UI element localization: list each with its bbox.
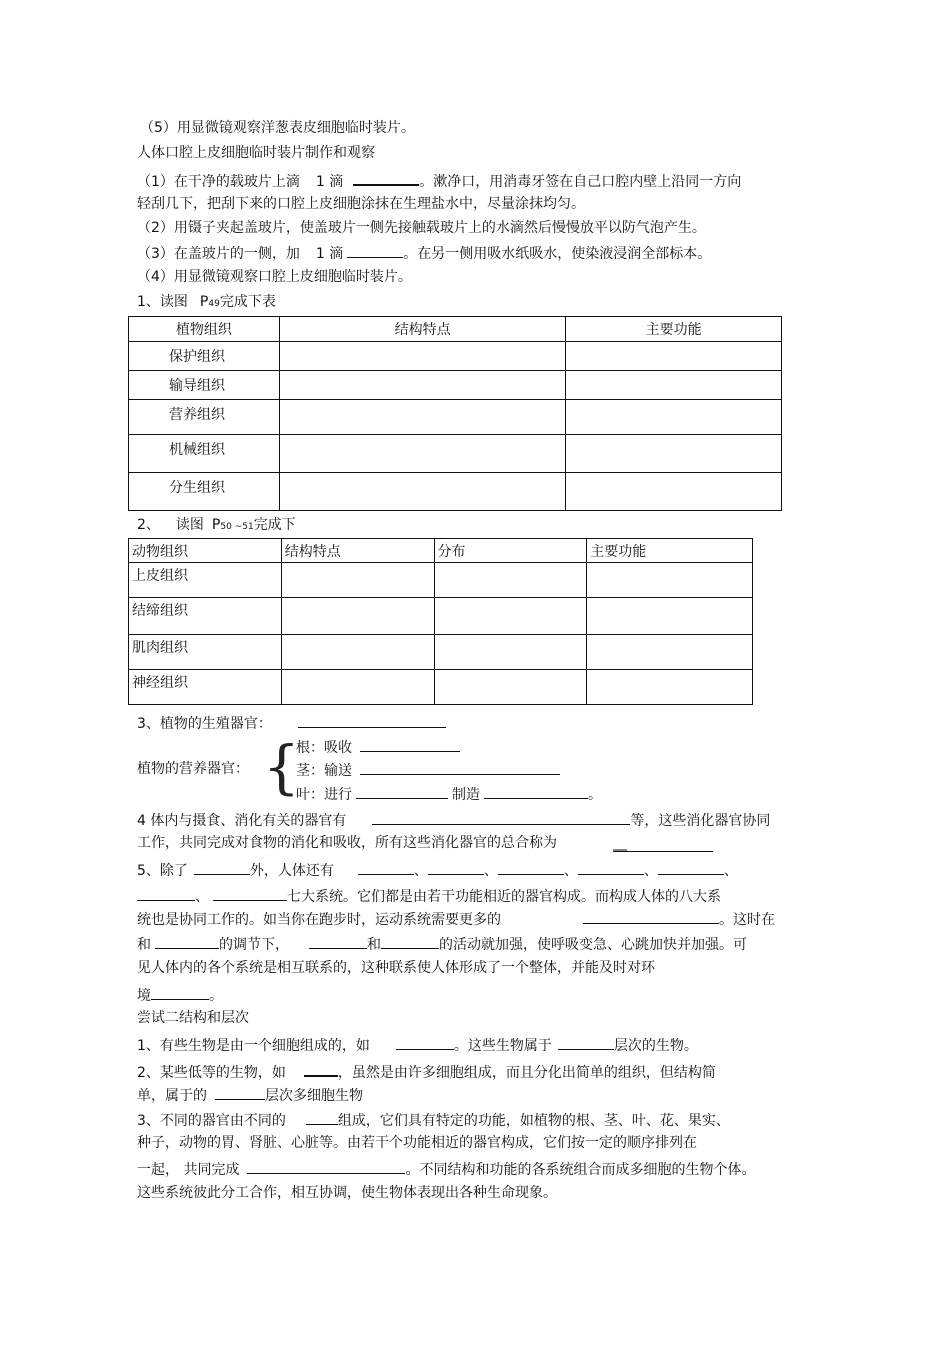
animal-cell-input[interactable]: [281, 635, 434, 670]
s2-p3-text-e: 。不同结构和功能的各系统组合而成多细胞的生物个体。: [405, 1162, 756, 1178]
s2-p2-text-c: 单，属于的: [137, 1088, 207, 1104]
animal-cell-input[interactable]: [587, 670, 753, 705]
plant-cell-input[interactable]: [566, 473, 782, 511]
plant-header-function: 主要功能: [566, 317, 782, 342]
q3-root-text: 根：吸收: [296, 740, 352, 756]
q3-root: [296, 737, 460, 757]
s2-p3: [137, 1110, 730, 1130]
q5-text-e: 。这时在: [719, 912, 775, 928]
table-row: [129, 563, 753, 598]
digestive-organs-blank[interactable]: [372, 810, 630, 825]
plant-tissue-table: [128, 316, 782, 511]
q1-label-b: 完成下表: [219, 294, 276, 310]
separator: 、: [483, 863, 498, 879]
q2-label: [137, 516, 296, 536]
q5-blank-6[interactable]: [658, 860, 724, 875]
animal-cell-input[interactable]: [587, 635, 753, 670]
q4-text-a: 4 体内与摄食、消化有关的器官有: [137, 813, 347, 829]
table-row: [129, 473, 782, 511]
animal-cell-input[interactable]: [281, 670, 434, 705]
q5-line3: [137, 909, 775, 929]
q5-blank-5[interactable]: [578, 860, 644, 875]
q5-blank-1[interactable]: [194, 860, 250, 875]
q5-blank-4[interactable]: [498, 860, 564, 875]
q5-blank-9[interactable]: [583, 909, 719, 924]
cheek-step-2: （2）用镊子夹起盖玻片，使盖玻片一侧先接触载玻片上的水滴然后慢慢放平以防气泡产生。: [137, 220, 706, 236]
cheek-step-3: [137, 243, 711, 263]
q5-text-c: 七大系统。它们都是由若干功能相近的器官构成。而构成人体的八大系: [287, 889, 721, 905]
q2-label-a: 2、: [137, 517, 160, 533]
q4-blank-mark: __: [613, 835, 627, 851]
q5-text-f: 和: [137, 937, 151, 953]
step1-text-a: （1）在干净的载玻片上滴: [137, 174, 300, 190]
plant-row-label: 机械组织: [129, 435, 280, 473]
s2-p2-cont: [137, 1085, 363, 1105]
animal-row-label: 肌肉组织: [129, 635, 282, 670]
q3-leaf: [296, 784, 602, 804]
q3-leaf-text-a: 叶：进行: [296, 787, 352, 803]
s2-blank-6[interactable]: [247, 1159, 405, 1174]
plant-row-label: 营养组织: [129, 400, 280, 435]
animal-cell-input[interactable]: [587, 598, 753, 635]
leaf-process-blank[interactable]: [356, 784, 448, 799]
q5-blank-10[interactable]: [155, 934, 219, 949]
s2-p2-text-d: 层次多细胞生物: [265, 1088, 363, 1104]
q5-line6: [137, 985, 223, 1005]
animal-cell-input[interactable]: [281, 563, 434, 598]
q2-label-mid: 读图: [175, 517, 204, 533]
separator: 、: [723, 863, 738, 879]
q5-blank-2[interactable]: [358, 860, 414, 875]
animal-header-tissue: 动物组织: [129, 539, 282, 563]
plant-cell-input[interactable]: [566, 371, 782, 400]
plant-header-structure: 结构特点: [279, 317, 566, 342]
q5-text-b: 外，人体还有: [249, 863, 334, 879]
s2-p3-line2: 种子，动物的胃、肾脏、心脏等。由若干个功能相近的器官构成，它们按一定的顺序排列在: [137, 1135, 697, 1151]
q5-blank-12[interactable]: [381, 934, 439, 949]
root-blank[interactable]: [360, 737, 460, 752]
q5-text-j: 境: [137, 988, 151, 1004]
q3-leaf-text-b: 制造: [452, 787, 480, 803]
separator: 、: [195, 889, 209, 905]
cheek-step-4: （4）用显微镜观察口腔上皮细胞临时装片。: [137, 269, 412, 285]
q5-text-k: 。: [209, 988, 223, 1004]
s2-p3-text-b: 组成，它们具有特定的功能，如植物的根、茎、叶、花、果实、: [337, 1113, 730, 1129]
q2-label-sub: 50 ~51: [220, 522, 254, 532]
animal-cell-input[interactable]: [434, 563, 587, 598]
q4-text-b: 等，这些消化器官协同: [630, 813, 771, 829]
q5-text-a: 5、除了: [137, 863, 188, 879]
onion-step-5: （5）用显微镜观察洋葱表皮细胞临时装片。: [140, 120, 415, 136]
s2-p3-line4: 这些系统彼此分工合作，相互协调，使生物体表现出各种生命现象。: [137, 1185, 557, 1201]
plant-row-label: 保护组织: [129, 342, 280, 371]
q5-blank-13[interactable]: [151, 985, 209, 1000]
q2-label-b: 完成下: [253, 517, 296, 533]
step1-blank[interactable]: [353, 170, 419, 186]
table-row: [129, 371, 782, 400]
plant-cell-input[interactable]: [566, 342, 782, 371]
q5-line4: [137, 934, 747, 954]
q5-text-i: 的活动就加强，使呼吸变急、心跳加快并加强。可: [439, 937, 747, 953]
table-row: [129, 635, 753, 670]
q5-blank-11[interactable]: [309, 934, 367, 949]
repro-organ-blank[interactable]: [298, 713, 446, 728]
q5-blank-8[interactable]: [213, 886, 287, 901]
q4-text-c: 工作，共同完成对食物的消化和吸收，所有这些消化器官的总合称为: [137, 835, 557, 851]
s2-blank-5[interactable]: [306, 1110, 338, 1125]
s2-blank-3[interactable]: [304, 1061, 338, 1077]
q3-stem-text: 茎：输送: [296, 763, 352, 779]
s2-p1-text-a: 1、有些生物是由一个细胞组成的，如: [137, 1038, 370, 1054]
s2-p1-text-c: 层次的生物。: [613, 1038, 698, 1054]
step3-text-c: 。在另一侧用吸水纸吸水，使染液浸润全部标本。: [403, 246, 712, 262]
separator: 、: [643, 863, 658, 879]
q5-line2: [137, 886, 721, 906]
q5-line5: 见人体内的各个系统是相互联系的，这种联系使人体形成了一个整体，并能及时对环: [137, 960, 655, 976]
animal-header-function: 主要功能: [587, 539, 753, 563]
animal-tissue-table: [128, 538, 753, 705]
s2-p3-line3: [137, 1159, 755, 1179]
animal-row-label: 上皮组织: [129, 563, 282, 598]
q5-text-h: 和: [367, 937, 381, 953]
animal-header-distribution: 分布: [434, 539, 587, 563]
q4-line2: [137, 834, 713, 852]
q3-veg: 植物的营养器官：: [137, 761, 249, 777]
q5-text-d: 统也是协同工作的。如当你在跑步时，运动系统需要更多的: [137, 912, 501, 928]
animal-cell-input[interactable]: [434, 598, 587, 635]
q3-repro-text: 3、植物的生殖器官：: [137, 716, 272, 732]
plant-row-label: 分生组织: [129, 473, 280, 511]
plant-cell-input[interactable]: [279, 371, 566, 400]
s2-blank-2[interactable]: [558, 1035, 614, 1050]
q1-label-a: 1、读图: [137, 294, 188, 310]
leaf-product-blank[interactable]: [484, 784, 588, 799]
step3-text-b: 1 滴: [315, 246, 344, 262]
q5-text-g: 的调节下，: [219, 937, 289, 953]
separator: 、: [413, 863, 428, 879]
table-row: [129, 598, 753, 635]
step1-text-b: 1 滴: [315, 174, 344, 190]
s2-p2-text-b: ，虽然是由许多细胞组成，而且分化出简单的组织，但结构简: [337, 1065, 716, 1081]
animal-row-label: 神经组织: [129, 670, 282, 705]
s2-blank-4[interactable]: [215, 1085, 265, 1100]
s2-p2: [137, 1061, 716, 1082]
q3-leaf-end: 。: [588, 787, 602, 803]
stem-blank[interactable]: [360, 760, 560, 775]
table-row: [129, 342, 782, 371]
step1-text-c: 。漱净口，用消毒牙签在自己口腔内壁上沿同一方向: [419, 174, 742, 190]
step3-text-a: （3）在盖玻片的一侧，加: [137, 246, 300, 262]
q5-blank-3[interactable]: [428, 860, 484, 875]
table-row: [129, 435, 782, 473]
left-brace-icon: {: [263, 733, 300, 801]
plant-cell-input[interactable]: [279, 473, 566, 511]
animal-cell-input[interactable]: [587, 563, 753, 598]
s2-p2-text-a: 2、某些低等的生物，如: [137, 1065, 286, 1081]
plant-cell-input[interactable]: [279, 342, 566, 371]
cheek-step-1: [137, 170, 741, 191]
q1-label-p: P: [199, 294, 209, 310]
digestive-system-blank[interactable]: [613, 837, 713, 852]
s2-p3-text-d: 一起， 共同完成: [137, 1162, 240, 1178]
q3-stem: [296, 760, 560, 780]
animal-cell-input[interactable]: [434, 635, 587, 670]
q1-label-sub: 49: [208, 299, 220, 309]
s2-p1-text-b: 。这些生物属于: [453, 1038, 552, 1054]
s2-blank-1[interactable]: [396, 1035, 454, 1050]
plant-cell-input[interactable]: [279, 400, 566, 435]
animal-row-label: 结缔组织: [129, 598, 282, 635]
animal-header-structure: 结构特点: [281, 539, 434, 563]
plant-header-tissue: 植物组织: [129, 317, 280, 342]
table-row: [129, 400, 782, 435]
animal-cell-input[interactable]: [434, 670, 587, 705]
step3-blank[interactable]: [347, 243, 403, 258]
plant-row-label: 输导组织: [129, 371, 280, 400]
q5-line1: [137, 860, 738, 880]
q1-label: [137, 293, 276, 313]
cheek-cell-title: 人体口腔上皮细胞临时装片制作和观察: [137, 145, 375, 161]
s2-p1: [137, 1035, 698, 1055]
table-row: [129, 670, 753, 705]
plant-cell-input[interactable]: [566, 435, 782, 473]
q4-line1: [137, 810, 770, 830]
cheek-step-1-cont: 轻刮几下，把刮下来的口腔上皮细胞涂抹在生理盐水中，尽量涂抹均匀。: [137, 196, 585, 212]
q3-repro: [137, 713, 446, 733]
s2-p3-text-a: 3、不同的器官由不同的: [137, 1113, 286, 1129]
q5-blank-7[interactable]: [137, 886, 195, 901]
plant-cell-input[interactable]: [566, 400, 782, 435]
separator: 、: [563, 863, 578, 879]
section2-title: 尝试二结构和层次: [137, 1010, 249, 1026]
plant-cell-input[interactable]: [279, 435, 566, 473]
q2-label-p: P: [211, 517, 221, 533]
animal-cell-input[interactable]: [281, 598, 434, 635]
